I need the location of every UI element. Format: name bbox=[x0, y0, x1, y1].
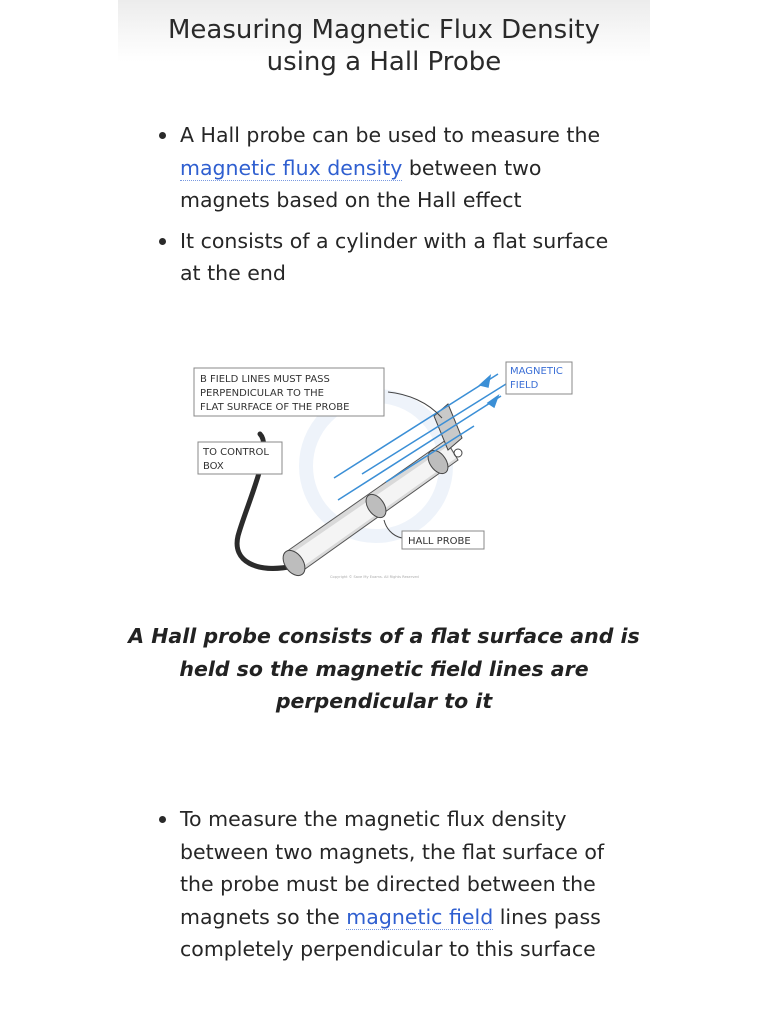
bullet-text: It consists of a cylinder with a flat surface at the end bbox=[180, 228, 609, 285]
label-b-field-line-1: B FIELD LINES MUST PASS bbox=[200, 374, 330, 385]
caption-line-3: perpendicular to it bbox=[275, 689, 493, 713]
label-b-field-line-2: PERPENDICULAR TO THE bbox=[200, 388, 324, 399]
bullet-item bbox=[155, 803, 635, 966]
hall-probe-diagram bbox=[176, 356, 588, 586]
page-title bbox=[118, 14, 650, 78]
label-control-box-line-2: BOX bbox=[203, 461, 224, 472]
bullet-text-after: lines pass completely perpendicular to this surface bbox=[180, 904, 601, 961]
bullet-text-before: A Hall probe can be used to measure the bbox=[180, 123, 601, 147]
label-magnetic-field-line-2: FIELD bbox=[510, 380, 539, 391]
caption-line-2: held so the magnetic field lines are bbox=[179, 656, 589, 681]
label-b-field bbox=[194, 368, 384, 416]
bullet-text-before: To measure the magnetic flux density between two magnets, the flat surface of the probe must be directed between the magnets so the bbox=[180, 807, 605, 929]
label-hall-probe bbox=[402, 531, 484, 549]
bullet-dot-icon bbox=[159, 132, 166, 139]
bullet-dot-icon bbox=[159, 238, 166, 245]
bullet-list-bottom bbox=[155, 803, 635, 974]
magnetic-flux-density-link[interactable]: magnetic flux density bbox=[180, 155, 403, 180]
caption-line-1: A Hall probe consists of a flat surface and is bbox=[128, 624, 640, 648]
label-control-box-line-1: TO CONTROL bbox=[203, 447, 269, 458]
page-title-line-2: using a Hall Probe bbox=[266, 47, 502, 77]
label-magnetic-field-line-1: MAGNETIC bbox=[510, 366, 563, 377]
hall-probe-illustration bbox=[176, 356, 588, 586]
figure-caption bbox=[118, 620, 650, 718]
bullet-item bbox=[155, 119, 635, 217]
label-control-box bbox=[198, 442, 282, 474]
label-b-field-line-3: FLAT SURFACE OF THE PROBE bbox=[200, 402, 350, 413]
label-magnetic-field bbox=[506, 362, 572, 394]
bullet-text-after: between two magnets based on the Hall effect bbox=[180, 155, 542, 212]
label-hall-probe-text: HALL PROBE bbox=[408, 536, 471, 547]
magnetic-field-link[interactable]: magnetic field bbox=[346, 904, 494, 929]
copyright-text: Copyright © Save My Exams. All Rights Reserved bbox=[330, 575, 419, 579]
bullet-item bbox=[155, 225, 635, 290]
bullet-list-top bbox=[155, 119, 635, 298]
bullet-dot-icon bbox=[159, 816, 166, 823]
page-title-line-1: Measuring Magnetic Flux Density bbox=[167, 15, 601, 45]
